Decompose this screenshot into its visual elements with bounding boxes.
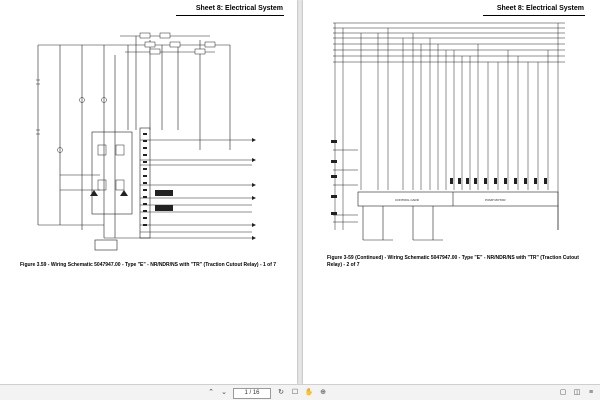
zoom-icon[interactable]: ⊕ xyxy=(320,389,326,396)
menu-icon[interactable]: ≡ xyxy=(588,389,594,396)
wiring-schematic-2 xyxy=(303,0,600,384)
chevron-down-icon[interactable]: ⌄ xyxy=(221,389,227,396)
page-header: Sheet 8: Electrical System xyxy=(195,5,283,12)
figure-caption: Figure 3.59 - Wiring Schematic 5047947.00 - Type "E" - NR/NDR/NS with "TR" (Traction Cutout Relay) - 1 of 7 xyxy=(20,262,277,268)
document-page-2 xyxy=(303,0,600,384)
page-view-icon[interactable]: ▢ xyxy=(559,389,567,396)
document-page-1 xyxy=(0,0,297,384)
control-card-label: CONTROL CARD xyxy=(395,198,419,202)
chevron-up-icon[interactable]: ⌃ xyxy=(208,389,214,396)
fit-page-icon[interactable]: ☐ xyxy=(291,389,299,396)
page-indicator[interactable] xyxy=(233,388,271,399)
viewer-toolbar xyxy=(0,384,600,400)
current-page: 1 xyxy=(244,390,248,396)
figure-caption: Figure 3-59 (Continued) - Wiring Schematic 5047947.00 - Type "E" - NR/NDR/NS with "TR" (Traction Cutout Relay) - 2 of 7 xyxy=(327,255,579,268)
wiring-schematic-1 xyxy=(0,0,297,384)
pump-motor-label: PUMP MOTOR xyxy=(485,198,506,202)
rotate-icon[interactable]: ↻ xyxy=(278,389,284,396)
page-header: Sheet 8: Electrical System xyxy=(496,5,584,12)
total-pages: 16 xyxy=(252,390,260,396)
double-page-icon[interactable]: ◫ xyxy=(573,389,581,396)
hand-icon[interactable]: ✋ xyxy=(304,389,314,396)
page-separator: / xyxy=(249,390,252,396)
